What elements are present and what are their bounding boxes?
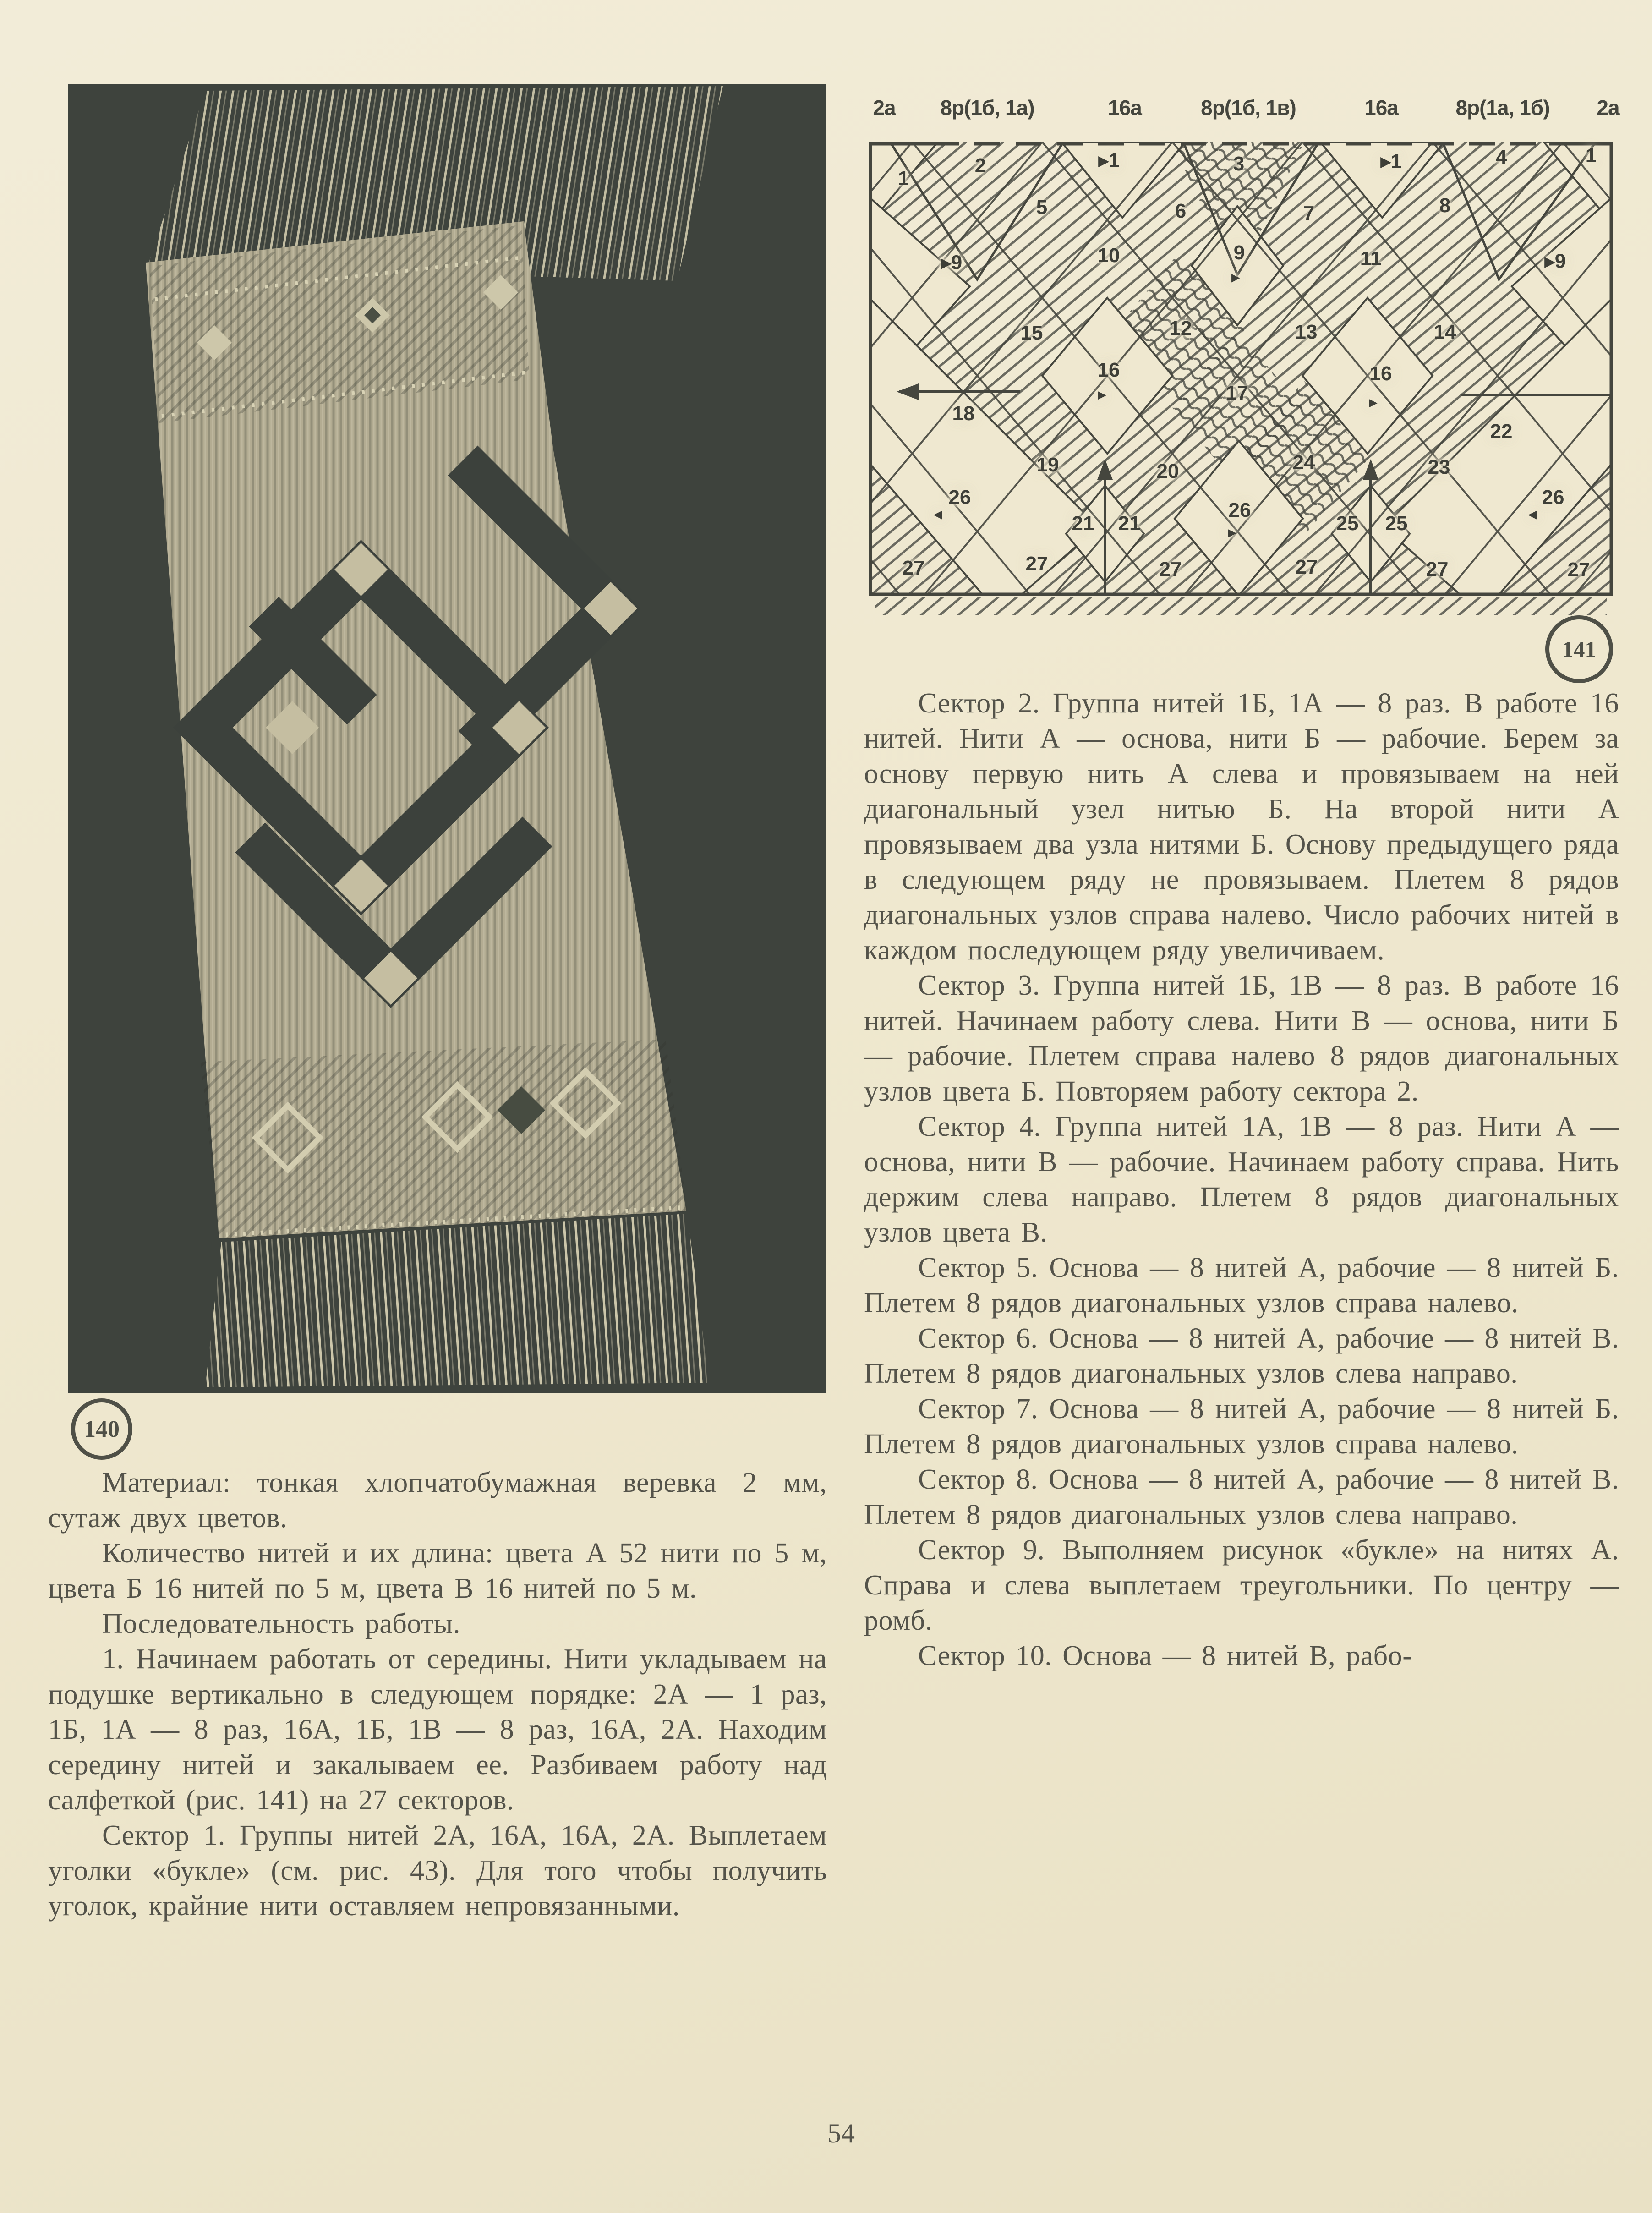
figure-141-label xyxy=(1545,615,1613,683)
diagram-sector-number: 13 xyxy=(1295,321,1318,343)
paragraph: Сектор 7. Основа — 8 нитей А, рабочие — 8 нитей Б. Плетем 8 рядов диагональных узлов справа налево. xyxy=(864,1393,1619,1460)
diagram-sector-number: 14 xyxy=(1433,321,1456,343)
paragraph: Последовательность работы. xyxy=(102,1608,460,1639)
diagram-sector-number: ◂ xyxy=(1528,505,1537,523)
diagram-sector-number: 27 xyxy=(902,557,925,579)
diagram-sector-number: ▸ xyxy=(1228,524,1236,541)
diagram-sector-number: 8 xyxy=(1439,194,1451,217)
paragraph: Сектор 2. Группа нитей 1Б, 1А — 8 раз. В работе 16 нитей. Нити А — основа, нити Б — рабочие. Берем за основу первую нить А слева и провязываем на ней диагональный узел нитью Б. На второй нити А провязываем два узла нитями Б. Основу предыдущего ряда в следующем ряду не провязываем. Плетем 8 рядов диагональных узлов справа налево. Число рабочих нитей в каждом последующем ряду увеличиваем. xyxy=(864,688,1619,966)
paragraph: Сектор 6. Основа — 8 нитей А, рабочие — 8 нитей В. Плетем 8 рядов диагональных узлов слева направо. xyxy=(864,1323,1619,1389)
paragraph: Сектор 9. Выполняем рисунок «букле» на нитях А. Справа и слева выплетаем треугольники. По центру — ромб. xyxy=(864,1534,1619,1636)
diagram-sector-number: ▸1 xyxy=(1380,150,1402,173)
right-text-column xyxy=(864,686,1619,1674)
diagram-sector-number: 25 xyxy=(1385,512,1408,535)
figure-140-label xyxy=(71,1398,132,1460)
diagram-sector-number: 16 xyxy=(1097,359,1120,381)
paragraph: Материал: тонкая хлопчатобумажная веревка 2 мм, сутаж двух цветов. xyxy=(48,1467,827,1534)
macrame-photo xyxy=(68,84,826,1393)
diagram-sector-number: 15 xyxy=(1020,322,1043,344)
diagram-header-label: 8р(1а, 1б) xyxy=(1455,96,1550,120)
diagram-sector-number: 9 xyxy=(1233,241,1245,264)
diagram-sector-number: ◂ xyxy=(934,505,942,523)
diagram-sector-number: 24 xyxy=(1292,451,1315,474)
paragraph: Сектор 10. Основа — 8 нитей В, рабо- xyxy=(918,1640,1412,1671)
diagram-sector-number: 1 xyxy=(897,167,909,190)
page-number: 54 xyxy=(827,2118,855,2148)
diagram-header-label: 16а xyxy=(1364,96,1398,120)
paragraph: Сектор 5. Основа — 8 нитей А, рабочие — 8 нитей Б. Плетем 8 рядов диагональных узлов справа налево. xyxy=(864,1252,1619,1319)
diagram-sector-number: 26 xyxy=(1228,499,1251,521)
macrame-sector-diagram xyxy=(869,142,1613,616)
diagram-sector-number: 4 xyxy=(1495,146,1507,169)
diagram-header-label: 8р(1б, 1а) xyxy=(940,96,1034,120)
diagram-sector-number: 16 xyxy=(1369,362,1392,385)
paragraph: Сектор 3. Группа нитей 1Б, 1В — 8 раз. В работе 16 нитей. Начинаем работу слева. Нити В — основа, нити Б — рабочие. Плетем справа налево 8 рядов диагональных узлов цвета Б. Повторяем работу сектора 2. xyxy=(864,970,1619,1107)
paragraph: 1. Начинаем работать от середины. Нити укладываем на подушке вертикально в следующем порядке: 2А — 1 раз, 1Б, 1А — 8 раз, 16А, 1Б, 1В — 8 раз, 16А, 2А. Находим середину нитей и закалываем ее. Разбиваем работу над салфеткой (рис. 141) на 27 секторов. xyxy=(48,1643,827,1816)
diagram-sector-number: ▸1 xyxy=(1098,149,1120,172)
diagram-sector-number: ▸ xyxy=(1231,268,1240,286)
diagram-sector-number: 27 xyxy=(1159,558,1182,581)
diagram-sector-number: 3 xyxy=(1233,153,1245,175)
diagram-sector-number: ▸9 xyxy=(941,251,963,274)
diagram-sector-number: 12 xyxy=(1169,317,1192,340)
diagram-sector-number: 27 xyxy=(1025,553,1048,575)
paragraph: Количество нитей и их длина: цвета А 52 нити по 5 м, цвета Б 16 нитей по 5 м, цвета В 16 нитей по 5 м. xyxy=(48,1538,827,1604)
diagram-sector-number: 10 xyxy=(1097,244,1120,267)
diagram-sector-number: 27 xyxy=(1567,559,1590,581)
diagram-sector-number: 26 xyxy=(1542,486,1564,509)
photo-bottom-fringe xyxy=(205,1214,709,1387)
diagram-header-label: 2а xyxy=(873,96,896,120)
diagram-sector-number: 27 xyxy=(1426,558,1449,581)
diagram-sector-number: 22 xyxy=(1490,420,1513,443)
diagram-sector-number: 21 xyxy=(1118,512,1141,535)
diagram-header-label: 8р(1б, 1в) xyxy=(1201,96,1296,120)
diagram-sector-number: 19 xyxy=(1036,454,1059,476)
diagram-header-label: 2а xyxy=(1597,96,1619,120)
diagram-labels xyxy=(869,142,1613,596)
diagram-sector-number: 11 xyxy=(1360,247,1382,270)
diagram-header xyxy=(869,90,1619,126)
diagram-sector-number: 25 xyxy=(1336,512,1359,535)
diagram-sector-number: 26 xyxy=(948,486,971,509)
left-text-column xyxy=(48,1465,827,1924)
diagram-header-label: 16а xyxy=(1108,96,1142,120)
diagram-sector-number: 6 xyxy=(1175,200,1187,222)
diagram-sector-number: 5 xyxy=(1036,196,1048,219)
diagram-sector-number: 27 xyxy=(1295,556,1318,578)
figure-140-number: 140 xyxy=(84,1416,120,1442)
diagram-sector-number: 7 xyxy=(1303,202,1315,225)
diagram-sector-number: 2 xyxy=(974,154,986,177)
paragraph: Сектор 4. Группа нитей 1А, 1В — 8 раз. Нити А — основа, нити В — рабочие. Начинаем работу справа. Нить держим слева направо. Плетем 8 рядов диагональных узлов цвета В. xyxy=(864,1111,1619,1248)
diagram-sector-number: 20 xyxy=(1156,460,1179,482)
diagram-sector-number: 23 xyxy=(1428,456,1450,478)
paragraph: Сектор 1. Группы нитей 2А, 16А, 16А, 2А. Выплетаем уголки «букле» (см. рис. 43). Для того чтобы получить уголок, крайние нити оставляем непровязанными. xyxy=(48,1820,827,1922)
figure-141-number: 141 xyxy=(1562,636,1597,662)
diagram-sector-number: 17 xyxy=(1225,382,1248,404)
diagram-sector-number: 21 xyxy=(1072,512,1094,535)
diagram-sector-number: ▸ xyxy=(1098,386,1106,403)
diagram-sector-number: ▸ xyxy=(1369,394,1377,411)
diagram-sector-number: ▸9 xyxy=(1544,250,1566,273)
paragraph: Сектор 8. Основа — 8 нитей А, рабочие — 8 нитей В. Плетем 8 рядов диагональных узлов слева направо. xyxy=(864,1464,1619,1530)
diagram-sector-number: 1 xyxy=(1585,144,1597,167)
diagram-sector-number: 18 xyxy=(952,402,975,425)
